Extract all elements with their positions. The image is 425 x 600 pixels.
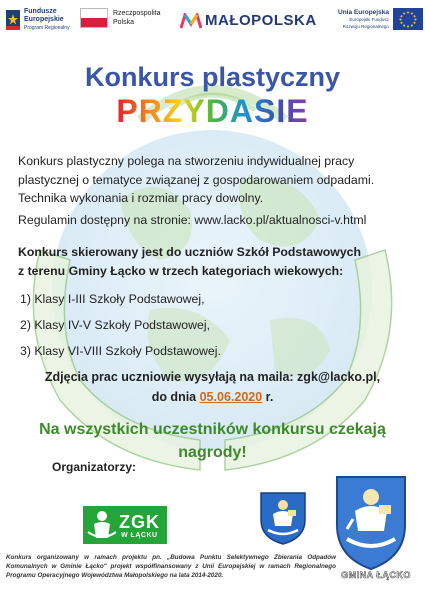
zgk-logo-text: ZGK [119, 512, 160, 532]
prize-line-1: Na wszystkich uczestników konkursu czekają [39, 421, 386, 438]
contest-name-rainbow [0, 88, 425, 140]
deadline-prefix: do dnia [151, 390, 200, 404]
zgk-logo [83, 506, 167, 544]
prize-line-2: nagrody! [178, 444, 247, 461]
malopolska-m-icon [180, 13, 202, 29]
project-footer-note: Konkurs organizowany w ramach projektu pn. „Budowa Punktu Selektywnego Zbierania Odpadów Komunalnych w Gminie Łącko" projekt współfinansowany z Unii Europejskiej w ramach Regionalnego Programu Operacyjnego Województwa Małopolskiego na lata 2014-2020. [6, 554, 336, 579]
deadline-suffix: r. [262, 390, 274, 404]
contest-name: PRZYDASIE [116, 93, 309, 129]
fundusze-europejskie-logo [6, 8, 70, 32]
prize-announcement [0, 418, 425, 464]
polish-flag-icon [80, 8, 108, 28]
rules-link[interactable]: Regulamin dostępny na stronie: www.lacko.pl/aktualnosci-v.html [18, 213, 367, 227]
page-title: Konkurs plastyczny [84, 62, 341, 92]
target-line-1: Konkurs skierowany jest do uczniów Szkół Podstawowych [18, 245, 362, 259]
polska-label: Polska [113, 19, 135, 26]
submission-deadline [0, 390, 425, 404]
technique-note: Technika wykonania i rozmiar pracy dowolny. [18, 191, 264, 205]
rzeczpospolita-label: Rzeczpospolita [113, 10, 161, 17]
rozwoju-regionalnego-label: Rozwoju Regionalnego [342, 23, 389, 29]
category-item-3: 3) Klasy VI-VIII Szkoły Podstawowej. [20, 344, 221, 358]
zgk-figure-icon [86, 508, 118, 542]
description-line-1: Konkurs plastyczny polega na stworzeniu indywidualnej pracy [18, 154, 355, 168]
fundusze-star-icon [6, 10, 20, 30]
category-item-2: 2) Klasy IV-V Szkoły Podstawowej, [20, 318, 210, 332]
program-regionalny-label: Program Regionalny [24, 25, 70, 31]
gmina-lacko-label: GMINA ŁĄCKO [341, 570, 411, 580]
gmina-lacko-coat-of-arms [333, 473, 409, 573]
zgk-logo-subtext: W ŁĄCKU [121, 532, 158, 539]
deadline-date: 05.06.2020 [199, 390, 263, 404]
malopolska-label: MAŁOPOLSKA [205, 12, 317, 29]
europejskie-label: Europejskie [24, 16, 64, 23]
unia-europejska-logo [338, 8, 423, 30]
efrr-label: Europejski Fundusz [349, 16, 389, 22]
contest-description [18, 152, 410, 189]
rzeczpospolita-logo [80, 8, 160, 28]
target-line-2: z terenu Gminy Łącko w trzech kategoriach wiekowych: [18, 263, 344, 278]
organizers-label: Organizatorzy: [52, 460, 137, 474]
lacko-coat-of-arms-small [258, 490, 308, 546]
eu-flag-icon [393, 8, 423, 30]
funding-logos-bar [0, 0, 425, 44]
unia-europejska-label: Unia Europejska [338, 8, 389, 16]
target-audience [18, 243, 410, 280]
malopolska-logo [180, 12, 317, 29]
fundusze-label: Fundusze [24, 8, 57, 15]
submission-email[interactable]: Zdjęcia prac uczniowie wysyłają na maila: zgk@lacko.pl, [44, 370, 381, 384]
category-item-1: 1) Klasy I-III Szkoły Podstawowej, [20, 292, 205, 306]
description-line-2: plastycznej o tematyce związanej z gospodarowaniem odpadami. [18, 172, 375, 187]
